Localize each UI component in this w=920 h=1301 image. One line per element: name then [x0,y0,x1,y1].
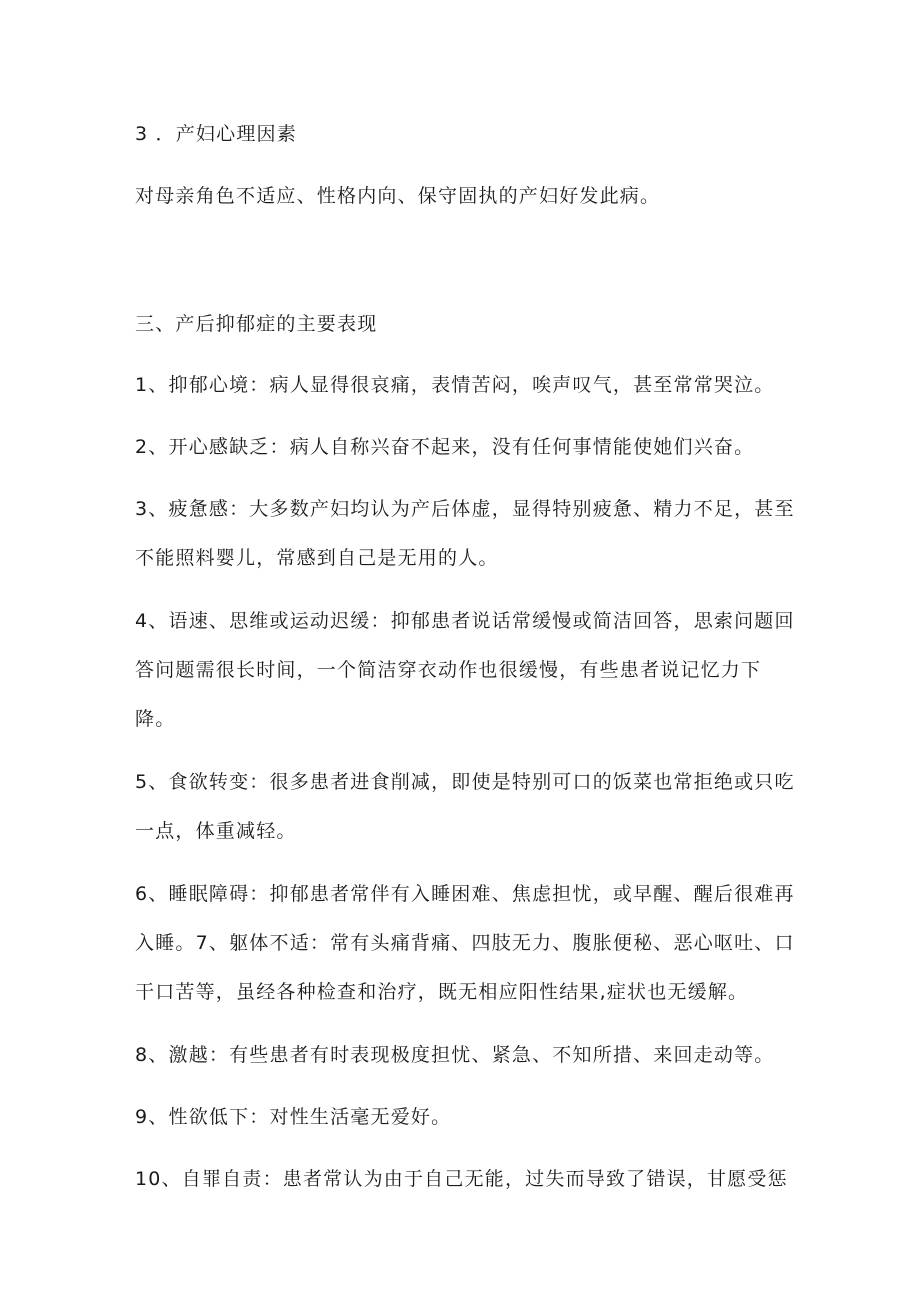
list-item-7-line-3: 干口苦等，虽经各种检查和治疗，既无相应阳性结果,症状也无缓解。 [135,981,749,1003]
paragraph-line: 对母亲角色不适应、性格内向、保守固执的产妇好发此病。 [135,185,661,207]
list-item-6-7-line-2: 入睡。7、躯体不适：常有头痛背痛、四肢无力、腹胀便秘、恶心呕吐、口 [135,932,795,954]
list-item-10: 10、自罪自责：患者常认为由于自己无能，过失而导致了错误，甘愿受惩 [135,1168,788,1190]
list-item-4-line-1: 4、语速、思维或运动迟缓：抑郁患者说话常缓慢或简洁回答，思索问题回 [135,610,795,632]
subsection-heading-psychological-factors: 3 ．产妇心理因素 [135,123,297,145]
list-item-2: 2、开心感缺乏：病人自称兴奋不起来，没有任何事情能使她们兴奋。 [135,436,755,458]
list-item-5-line-1: 5、食欲转变：很多患者进食削减，即使是特别可口的饭菜也常拒绝或只吃 [135,771,795,793]
list-item-1: 1、抑郁心境：病人显得很哀痛，表情苦闷，唉声叹气，甚至常常哭泣。 [135,374,775,396]
list-item-5-line-2: 一点，体重减轻。 [135,820,297,842]
list-item-4-line-3: 降。 [135,708,176,730]
list-item-4-line-2: 答问题需很长时间，一个简洁穿衣动作也很缓慢，有些患者说记忆力下 [135,659,762,681]
list-item-6-line-1: 6、睡眠障碍：抑郁患者常伴有入睡困难、焦虑担忧，或早醒、醒后很难再 [135,883,795,905]
list-item-3-line-2: 不能照料婴儿，常感到自己是无用的人。 [135,547,499,569]
list-item-8: 8、激越：有些患者有时表现极度担忧、紧急、不知所措、来回走动等。 [135,1044,775,1066]
section-heading-symptoms: 三、产后抑郁症的主要表现 [135,313,378,335]
list-item-9: 9、性欲低下：对性生活毫无爱好。 [135,1106,452,1128]
list-item-3-line-1: 3、疲惫感：大多数产妇均认为产后体虚，显得特别疲惫、精力不足，甚至 [135,498,795,520]
